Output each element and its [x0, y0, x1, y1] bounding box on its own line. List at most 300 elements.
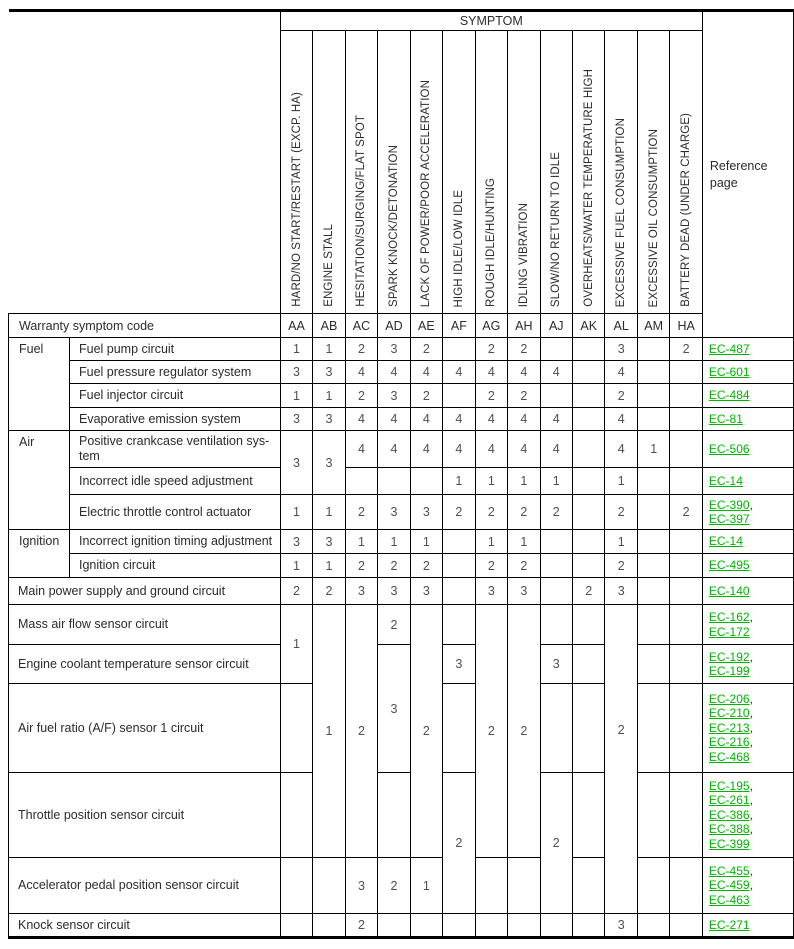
priority-cell: [508, 605, 540, 858]
priority-value: 2: [682, 505, 690, 519]
system-group-label: Air: [9, 431, 70, 530]
priority-cell: [670, 361, 702, 384]
priority-cell: [280, 605, 312, 684]
priority-value: 2: [357, 388, 365, 403]
priority-cell: [670, 530, 702, 554]
priority-cell: [280, 431, 312, 495]
priority-value: 4: [552, 412, 560, 426]
priority-value: 2: [520, 505, 528, 519]
priority-cell: [637, 361, 669, 384]
priority-cell: [605, 605, 637, 914]
priority-cell: [670, 384, 702, 408]
priority-cell: [540, 431, 572, 468]
table-row: [9, 384, 794, 408]
reference-cell: [702, 384, 793, 408]
priority-cell: [637, 530, 669, 554]
priority-value: 3: [390, 584, 398, 598]
reference-cell: [702, 468, 793, 495]
priority-cell: [670, 431, 702, 468]
priority-cell: [475, 554, 507, 578]
priority-cell: [573, 645, 605, 684]
priority-cell: [573, 384, 605, 408]
priority-value: 2: [520, 724, 528, 738]
priority-cell: [573, 495, 605, 530]
reference-page-link[interactable]: EC-271: [708, 917, 750, 932]
priority-value: 3: [520, 584, 528, 598]
priority-value: 2: [390, 617, 398, 632]
priority-cell: [670, 495, 702, 530]
priority-cell: [670, 408, 702, 431]
priority-cell: [573, 914, 605, 938]
priority-value: 2: [487, 388, 495, 403]
priority-cell: [573, 361, 605, 384]
priority-value: 3: [390, 342, 398, 356]
reference-cell: [702, 495, 793, 530]
table-row: [9, 468, 794, 495]
reference-page-link[interactable]: EC-140: [708, 583, 750, 598]
reference-line: [709, 650, 791, 665]
symptom-header: SYMPTOM: [280, 11, 702, 31]
priority-cell: [670, 338, 702, 361]
priority-cell: [378, 408, 410, 431]
priority-value: 2: [422, 724, 430, 738]
reference-page-link[interactable]: EC-399: [708, 836, 750, 851]
reference-page-link[interactable]: EC-216: [708, 735, 750, 750]
priority-cell: [280, 530, 312, 554]
corner-cell: [9, 11, 281, 314]
priority-cell: [605, 554, 637, 578]
reference-cell: [702, 914, 793, 938]
priority-value: 2: [520, 558, 528, 573]
priority-value: 4: [617, 442, 625, 456]
priority-cell: [605, 431, 637, 468]
priority-cell: [637, 431, 669, 468]
comma: ,: [749, 878, 753, 893]
priority-cell: [280, 554, 312, 578]
reference-page-link[interactable]: EC-195: [708, 778, 750, 793]
symptom-column-header-text: ENGINE STALL: [322, 224, 335, 307]
priority-value: 4: [520, 412, 528, 426]
priority-value: 4: [390, 412, 398, 426]
priority-cell: [508, 431, 540, 468]
priority-value: 2: [520, 388, 528, 403]
priority-cell: [475, 384, 507, 408]
priority-cell: [573, 554, 605, 578]
symptom-column-header-text: BATTERY DEAD (UNDER CHARGE): [680, 113, 693, 307]
symptom-diagnosis-table: [8, 9, 794, 939]
priority-cell: [345, 408, 377, 431]
symptom-column-header: [573, 31, 605, 314]
priority-cell: [443, 554, 475, 578]
symptom-item-label: Fuel injector circuit: [69, 384, 280, 408]
reference-page-link[interactable]: EC-468: [708, 749, 750, 764]
reference-cell: [702, 361, 793, 384]
priority-cell: [280, 408, 312, 431]
priority-cell: [605, 408, 637, 431]
warranty-code-cell: AA: [280, 314, 312, 338]
priority-value: 2: [487, 505, 495, 519]
priority-cell: [637, 495, 669, 530]
priority-cell: [345, 578, 377, 605]
priority-value: 3: [422, 505, 430, 519]
priority-cell: [345, 554, 377, 578]
priority-value: 2: [390, 558, 398, 573]
reference-page-link[interactable]: EC-390: [708, 497, 750, 512]
priority-cell: [443, 468, 475, 495]
priority-cell: [280, 578, 312, 605]
table-row: [9, 530, 794, 554]
priority-cell: [573, 431, 605, 468]
priority-cell: [443, 530, 475, 554]
priority-cell: [443, 384, 475, 408]
reference-page-link[interactable]: EC-172: [708, 624, 750, 639]
priority-cell: [410, 408, 442, 431]
priority-cell: [670, 578, 702, 605]
symptom-column-header: [475, 31, 507, 314]
priority-cell: [410, 530, 442, 554]
symptom-column-header: [670, 31, 702, 314]
warranty-code-cell: AK: [573, 314, 605, 338]
reference-cell: [702, 684, 793, 773]
table-row: [9, 858, 794, 914]
reference-page-header: Reference page: [702, 11, 793, 338]
priority-value: 1: [293, 637, 300, 651]
priority-value: 4: [487, 365, 495, 379]
table-row: [9, 495, 794, 530]
priority-cell: [313, 578, 345, 605]
priority-value: 4: [552, 442, 560, 456]
priority-value: 1: [325, 724, 333, 738]
priority-value: 2: [487, 558, 495, 573]
priority-cell: [540, 530, 572, 554]
priority-cell: [573, 858, 605, 914]
symptom-item-label: Main power supply and ground circuit: [9, 578, 281, 605]
symptom-item-label: Evaporative emission system: [69, 408, 280, 431]
priority-cell: [410, 554, 442, 578]
priority-value: 2: [455, 836, 463, 850]
priority-cell: [410, 605, 442, 858]
priority-value: 2: [422, 342, 430, 356]
reference-line: [709, 822, 791, 837]
symptom-column-header-text: SPARK KNOCK/DETONATION: [387, 145, 400, 307]
priority-cell: [540, 645, 572, 684]
priority-value: 2: [357, 724, 365, 738]
priority-cell: [313, 384, 345, 408]
table-row: [9, 605, 794, 645]
priority-value: 4: [455, 412, 463, 426]
priority-value: 4: [617, 412, 625, 426]
reference-page-link[interactable]: EC-601: [708, 364, 750, 379]
priority-value: 4: [390, 442, 398, 456]
priority-cell: [637, 605, 669, 645]
priority-value: 4: [357, 442, 365, 456]
priority-value: 4: [520, 442, 528, 456]
priority-value: 1: [390, 534, 398, 549]
reference-page-link[interactable]: EC-495: [708, 558, 750, 573]
priority-cell: [410, 361, 442, 384]
warranty-code-cell: AC: [345, 314, 377, 338]
priority-cell: [637, 554, 669, 578]
priority-cell: [508, 338, 540, 361]
reference-page-link[interactable]: EC-210: [708, 706, 750, 721]
symptom-column-header-text: HESITATION/SURGING/FLAT SPOT: [355, 115, 368, 307]
priority-cell: [670, 645, 702, 684]
priority-cell: [540, 684, 572, 773]
priority-value: 2: [357, 342, 365, 356]
priority-cell: [410, 495, 442, 530]
priority-value: 1: [357, 534, 365, 549]
symptom-column-header: [637, 31, 669, 314]
priority-value: 1: [325, 388, 333, 403]
reference-page-link[interactable]: EC-162: [708, 610, 750, 624]
reference-cell: [702, 530, 793, 554]
priority-cell: [378, 578, 410, 605]
priority-cell: [443, 773, 475, 914]
priority-cell: [573, 605, 605, 645]
reference-cell: [702, 773, 793, 858]
priority-value: 3: [455, 657, 463, 671]
priority-value: 3: [617, 584, 625, 598]
priority-cell: [540, 554, 572, 578]
priority-cell: [573, 773, 605, 858]
priority-cell: [573, 684, 605, 773]
priority-cell: [443, 431, 475, 468]
priority-value: 4: [422, 442, 430, 456]
reference-page-link[interactable]: EC-14: [708, 473, 743, 488]
reference-line: [709, 779, 791, 794]
symptom-item-label: Incorrect idle speed adjustment: [69, 468, 280, 495]
priority-value: 1: [552, 474, 560, 488]
warranty-code-cell: AF: [443, 314, 475, 338]
reference-line: [709, 584, 791, 599]
symptom-item-label: Knock sensor circuit: [9, 914, 281, 938]
priority-cell: [573, 408, 605, 431]
priority-cell: [475, 914, 507, 938]
symptom-header-row: [9, 11, 794, 31]
table-row: [9, 361, 794, 384]
priority-value: 1: [455, 474, 463, 488]
priority-cell: [313, 858, 345, 914]
priority-cell: [443, 684, 475, 773]
priority-value: 1: [293, 388, 300, 403]
priority-cell: [637, 384, 669, 408]
priority-cell: [475, 408, 507, 431]
priority-value: 4: [487, 442, 495, 456]
reference-cell: [702, 408, 793, 431]
reference-line: [709, 721, 791, 736]
symptom-column-header: [540, 31, 572, 314]
priority-cell: [475, 431, 507, 468]
reference-page-link[interactable]: EC-506: [708, 441, 750, 456]
priority-value: 3: [293, 412, 300, 426]
warranty-code-cell: AG: [475, 314, 507, 338]
priority-cell: [345, 468, 377, 495]
priority-value: 4: [422, 365, 430, 379]
priority-cell: [508, 554, 540, 578]
priority-value: 2: [390, 878, 398, 893]
reference-cell: [702, 338, 793, 361]
priority-cell: [378, 384, 410, 408]
reference-page-link[interactable]: EC-484: [708, 388, 750, 403]
priority-value: 2: [585, 584, 593, 598]
symptom-column-header: [605, 31, 637, 314]
priority-value: 1: [617, 474, 625, 488]
priority-value: 2: [357, 505, 365, 519]
symptom-item-label: Engine coolant temperature sensor circuit: [9, 645, 281, 684]
priority-value: 2: [552, 836, 560, 850]
priority-cell: [540, 338, 572, 361]
symptom-column-header: [345, 31, 377, 314]
symptom-item-label: Air fuel ratio (A/F) sensor 1 circuit: [9, 684, 281, 773]
symptom-item-label: Fuel pump circuit: [69, 338, 280, 361]
priority-cell: [670, 605, 702, 645]
priority-cell: [345, 495, 377, 530]
priority-value: 1: [520, 474, 528, 488]
reference-line: [709, 864, 791, 879]
priority-cell: [475, 361, 507, 384]
priority-value: 3: [617, 918, 625, 932]
priority-value: 3: [325, 455, 333, 470]
warranty-code-cell: AE: [410, 314, 442, 338]
reference-line: [709, 735, 791, 750]
comma: ,: [749, 720, 753, 735]
priority-cell: [508, 361, 540, 384]
priority-value: 1: [293, 505, 300, 519]
reference-page-link[interactable]: EC-81: [708, 411, 743, 426]
priority-cell: [443, 605, 475, 645]
reference-line: [709, 808, 791, 823]
reference-line: [709, 793, 791, 808]
priority-value: 4: [552, 365, 560, 379]
table-row: [9, 408, 794, 431]
table-row: [9, 554, 794, 578]
priority-value: 1: [487, 474, 495, 488]
priority-cell: [508, 858, 540, 914]
priority-cell: [637, 645, 669, 684]
priority-value: 1: [325, 558, 333, 573]
priority-cell: [540, 361, 572, 384]
warranty-code-cell: HA: [670, 314, 702, 338]
priority-cell: [345, 530, 377, 554]
priority-cell: [605, 495, 637, 530]
priority-value: 2: [455, 505, 463, 519]
symptom-item-label: Positive crankcase ventilation sys- tem: [69, 431, 280, 468]
priority-value: 4: [390, 365, 398, 379]
priority-value: 4: [357, 412, 365, 426]
reference-page-link[interactable]: EC-14: [708, 534, 743, 549]
priority-cell: [313, 530, 345, 554]
priority-value: 3: [390, 701, 398, 716]
reference-page-link[interactable]: EC-397: [708, 512, 750, 526]
reference-line: [709, 750, 791, 765]
reference-page-link[interactable]: EC-213: [708, 720, 750, 735]
reference-page-link[interactable]: EC-206: [708, 691, 750, 706]
symptom-column-header-text: HARD/NO START/RESTART (EXCP. HA): [290, 92, 303, 307]
warranty-code-cell: AJ: [540, 314, 572, 338]
table-row: [9, 338, 794, 361]
priority-value: 3: [293, 365, 300, 379]
priority-value: 3: [325, 534, 333, 549]
priority-cell: [280, 773, 312, 858]
reference-line: [709, 837, 791, 852]
priority-cell: [378, 495, 410, 530]
priority-value: 4: [520, 365, 528, 379]
priority-value: 1: [293, 342, 300, 356]
priority-cell: [313, 408, 345, 431]
priority-cell: [540, 384, 572, 408]
priority-cell: [313, 338, 345, 361]
priority-cell: [605, 384, 637, 408]
priority-cell: [508, 408, 540, 431]
priority-cell: [313, 495, 345, 530]
symptom-column-header-text: HIGH IDLE/LOW IDLE: [452, 189, 465, 307]
reference-line: [709, 610, 791, 625]
reference-page-link[interactable]: EC-192: [708, 649, 750, 664]
priority-cell: [508, 468, 540, 495]
reference-page-link[interactable]: EC-199: [708, 664, 750, 678]
priority-value: 3: [357, 584, 365, 598]
reference-line: [709, 706, 791, 721]
priority-cell: [637, 578, 669, 605]
symptom-column-header: [443, 31, 475, 314]
priority-value: 2: [617, 558, 625, 573]
priority-cell: [475, 605, 507, 858]
reference-page-link[interactable]: EC-388: [708, 822, 750, 837]
priority-cell: [410, 578, 442, 605]
priority-cell: [670, 773, 702, 858]
priority-value: 3: [617, 342, 625, 356]
reference-line: [709, 474, 791, 489]
priority-cell: [573, 530, 605, 554]
priority-value: 2: [357, 918, 365, 932]
priority-cell: [378, 530, 410, 554]
priority-cell: [280, 495, 312, 530]
comma: ,: [749, 706, 753, 721]
table-row: [9, 773, 794, 858]
reference-line: [709, 412, 791, 427]
symptom-item-label: Electric throttle control actuator: [69, 495, 280, 530]
priority-cell: [475, 338, 507, 361]
priority-cell: [540, 605, 572, 645]
priority-cell: [637, 914, 669, 938]
priority-value: 2: [682, 342, 690, 356]
priority-value: 1: [650, 442, 658, 456]
priority-value: 4: [455, 365, 463, 379]
priority-cell: [573, 468, 605, 495]
priority-value: 2: [325, 584, 333, 598]
reference-page-link[interactable]: EC-386: [708, 807, 750, 822]
priority-cell: [475, 468, 507, 495]
priority-cell: [280, 858, 312, 914]
reference-line: [709, 878, 791, 893]
priority-cell: [540, 773, 572, 914]
priority-cell: [345, 338, 377, 361]
comma: ,: [749, 793, 753, 808]
reference-page-link[interactable]: EC-261: [708, 793, 750, 808]
reference-cell: [702, 431, 793, 468]
reference-page-link[interactable]: EC-487: [708, 341, 750, 356]
priority-value: 1: [520, 534, 528, 549]
reference-page-link[interactable]: EC-455: [708, 863, 750, 878]
reference-page-link[interactable]: EC-459: [708, 878, 750, 893]
priority-value: 3: [390, 388, 398, 403]
priority-cell: [605, 914, 637, 938]
priority-cell: [410, 858, 442, 914]
system-group-label: Ignition: [9, 530, 70, 578]
priority-cell: [508, 530, 540, 554]
symptom-column-header-text: LACK OF POWER/POOR ACCELERATION: [420, 79, 433, 307]
reference-page-link[interactable]: EC-463: [708, 892, 750, 907]
